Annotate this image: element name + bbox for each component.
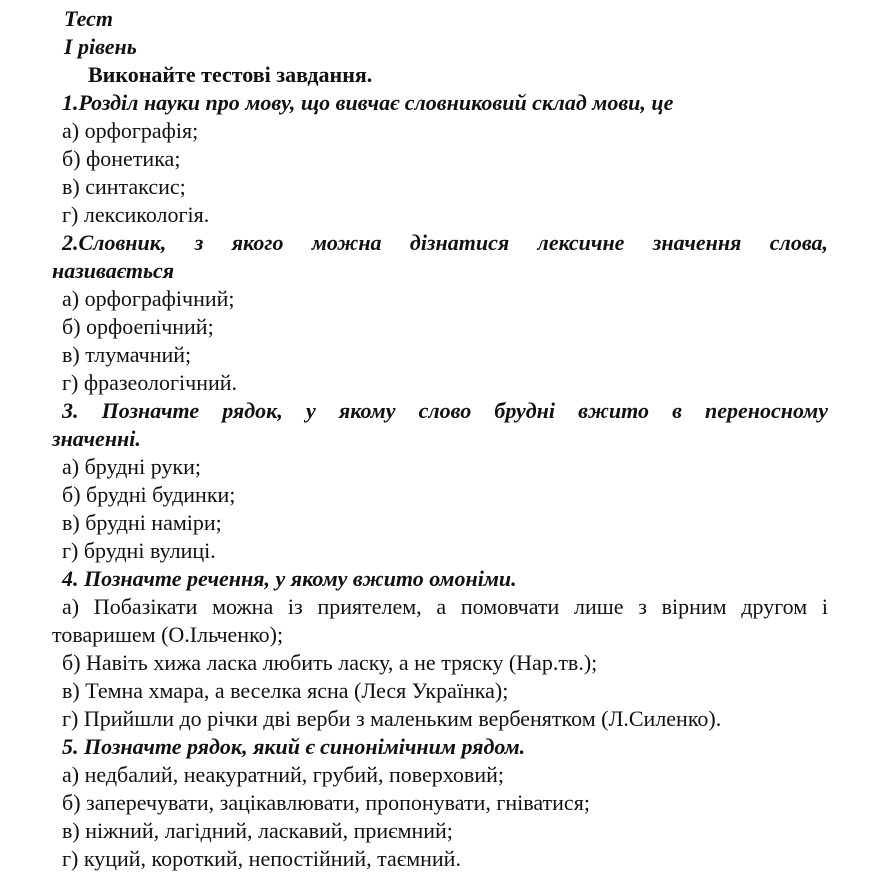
question-4-option-a: а) Побазікати можна із приятелем, а помовчати лише з вірним другом і [62,594,828,619]
question-3-option-c: в) брудні наміри; [62,510,222,535]
question-2-text: 2.Словник, з якого можна дізнатися лексичне значення слова, [62,230,828,255]
instruction-text: Виконайте тестові завдання. [88,62,373,87]
question-4-option-c: в) Темна хмара, а веселка ясна (Леся Українка); [62,678,509,703]
question-5-option-a: а) недбалий, неакуратний, грубий, поверховий; [62,762,504,787]
question-2-option-b: б) орфоепічний; [62,314,214,339]
question-3-option-b: б) брудні будинки; [62,482,236,507]
question-5-text: 5. Позначте рядок, який є синонімічним рядом. [62,734,526,759]
question-3-text: 3. Позначте рядок, у якому слово брудні вжито в переносному [62,398,828,423]
question-5-option-c: в) ніжний, лагідний, ласкавий, приємний; [62,818,453,843]
question-2-option-a: а) орфографічний; [62,286,235,311]
question-1-option-c: в) синтаксис; [62,174,186,199]
test-label: Тест [64,6,113,31]
question-1-option-a: а) орфографія; [62,118,199,143]
question-2-option-d: г) фразеологічний. [62,370,238,395]
question-1-text: 1.Розділ науки про мову, що вивчає словниковий склад мови, це [62,90,674,115]
question-5-option-b: б) заперечувати, зацікавлювати, пропонувати, гніватися; [62,790,590,815]
question-4-option-b: б) Навіть хижа ласка любить ласку, а не тряску (Нар.тв.); [62,650,598,675]
question-4-option-a-continued: товаришем (О.Ільченко); [52,622,284,647]
question-2-text-continued: називається [52,258,175,283]
question-5-option-d: г) куций, короткий, непостійний, таємний. [62,846,461,871]
question-3-option-a: а) брудні руки; [62,454,201,479]
question-1-option-d: г) лексикологія. [62,202,210,227]
level-label: І рівень [64,34,137,59]
question-1-option-b: б) фонетика; [62,146,181,171]
question-4-text: 4. Позначте речення, у якому вжито омоніми. [62,566,517,591]
question-2-option-c: в) тлумачний; [62,342,192,367]
question-3-text-continued: значенні. [52,426,141,451]
question-4-option-d: г) Прийшли до річки дві верби з маленьким вербенятком (Л.Силенко). [62,706,722,731]
question-3-option-d: г) брудні вулиці. [62,538,216,563]
